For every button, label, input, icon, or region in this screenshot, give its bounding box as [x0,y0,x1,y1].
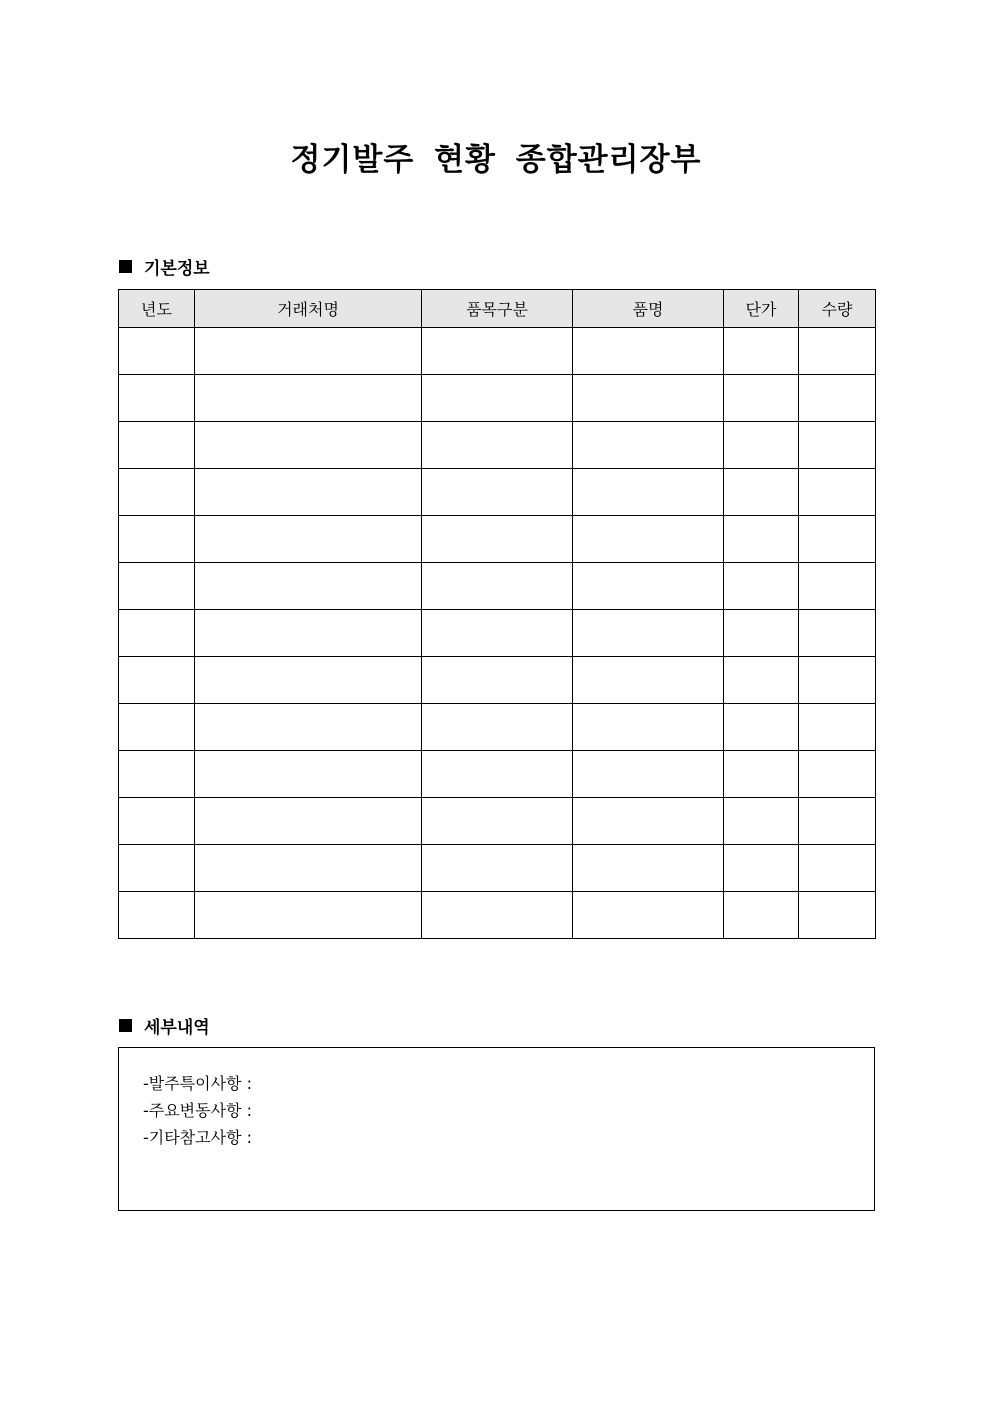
detail-line-other-references: -기타참고사항 : [143,1128,252,1147]
table-cell[interactable] [195,422,422,469]
table-cell[interactable] [799,328,876,375]
table-cell[interactable] [422,892,573,939]
table-cell[interactable] [573,563,724,610]
table-cell[interactable] [573,798,724,845]
table-cell[interactable] [799,892,876,939]
table-row [119,610,876,657]
table-row [119,516,876,563]
table-cell[interactable] [422,422,573,469]
table-row [119,798,876,845]
column-header-unit-price: 단가 [724,290,799,328]
table-cell[interactable] [573,328,724,375]
table-cell[interactable] [422,657,573,704]
column-header-vendor: 거래처명 [195,290,422,328]
details-lines [143,1070,252,1151]
section-heading-label: 세부내역 [144,1018,210,1038]
table-cell[interactable] [119,751,195,798]
table-row [119,563,876,610]
table-cell[interactable] [799,751,876,798]
table-cell[interactable] [573,751,724,798]
table-cell[interactable] [724,845,799,892]
table-cell[interactable] [195,704,422,751]
table-cell[interactable] [195,657,422,704]
table-row [119,469,876,516]
table-cell[interactable] [195,469,422,516]
table-row [119,892,876,939]
table-cell[interactable] [119,610,195,657]
table-cell[interactable] [119,375,195,422]
detail-line-major-changes: -주요변동사항 : [143,1101,252,1120]
table-cell[interactable] [573,422,724,469]
black-square-icon [119,260,132,273]
table-row [119,704,876,751]
black-square-icon [119,1019,132,1032]
table-cell[interactable] [195,610,422,657]
table-cell[interactable] [799,375,876,422]
table-cell[interactable] [195,516,422,563]
table-cell[interactable] [799,422,876,469]
table-cell[interactable] [195,563,422,610]
table-cell[interactable] [119,657,195,704]
section-heading-details [119,1013,210,1038]
table-row [119,422,876,469]
table-cell[interactable] [724,704,799,751]
table-cell[interactable] [422,375,573,422]
table-cell[interactable] [422,704,573,751]
table-cell[interactable] [724,610,799,657]
table-cell[interactable] [724,469,799,516]
table-cell[interactable] [799,704,876,751]
table-row [119,845,876,892]
table-cell[interactable] [724,563,799,610]
table-cell[interactable] [724,375,799,422]
table-cell[interactable] [573,375,724,422]
table-cell[interactable] [724,798,799,845]
table-row [119,328,876,375]
detail-line-order-notes: -발주특이사항 : [143,1074,252,1093]
table-cell[interactable] [422,469,573,516]
table-cell[interactable] [799,798,876,845]
table-cell[interactable] [724,516,799,563]
table-cell[interactable] [573,657,724,704]
section-heading-label: 기본정보 [144,259,210,279]
section-heading-basic-info [119,254,210,279]
table-cell[interactable] [799,610,876,657]
table-cell[interactable] [422,563,573,610]
table-cell[interactable] [119,328,195,375]
table-cell[interactable] [724,751,799,798]
table-cell[interactable] [119,516,195,563]
table-cell[interactable] [195,798,422,845]
table-cell[interactable] [422,516,573,563]
column-header-category: 품목구분 [422,290,573,328]
table-cell[interactable] [799,845,876,892]
table-cell[interactable] [119,422,195,469]
table-cell[interactable] [724,892,799,939]
table-cell[interactable] [573,892,724,939]
table-cell[interactable] [119,704,195,751]
details-box[interactable] [118,1047,875,1211]
table-row [119,657,876,704]
table-cell[interactable] [422,328,573,375]
table-cell[interactable] [573,516,724,563]
table-cell[interactable] [195,892,422,939]
table-cell[interactable] [119,845,195,892]
table-cell[interactable] [422,610,573,657]
table-cell[interactable] [422,751,573,798]
document-title: 정기발주 현황 종합관리장부 [290,142,702,178]
table-cell[interactable] [799,516,876,563]
table-cell[interactable] [119,469,195,516]
table-cell[interactable] [799,469,876,516]
column-header-quantity: 수량 [799,290,876,328]
table-cell[interactable] [573,469,724,516]
table-cell[interactable] [119,563,195,610]
table-cell[interactable] [195,375,422,422]
table-cell[interactable] [724,657,799,704]
table-cell[interactable] [724,422,799,469]
table-header-row [119,290,876,328]
table-cell[interactable] [119,892,195,939]
column-header-year: 년도 [119,290,195,328]
table-cell[interactable] [422,845,573,892]
table-cell[interactable] [573,610,724,657]
table-cell[interactable] [119,798,195,845]
table-cell[interactable] [573,845,724,892]
table-cell[interactable] [422,798,573,845]
table-row [119,751,876,798]
column-header-item-name: 품명 [573,290,724,328]
basic-info-table [118,289,876,939]
table-row [119,375,876,422]
table-cell[interactable] [799,563,876,610]
table-cell[interactable] [724,328,799,375]
table-cell[interactable] [195,845,422,892]
table-cell[interactable] [195,328,422,375]
table-cell[interactable] [195,751,422,798]
table-cell[interactable] [573,704,724,751]
table-cell[interactable] [799,657,876,704]
